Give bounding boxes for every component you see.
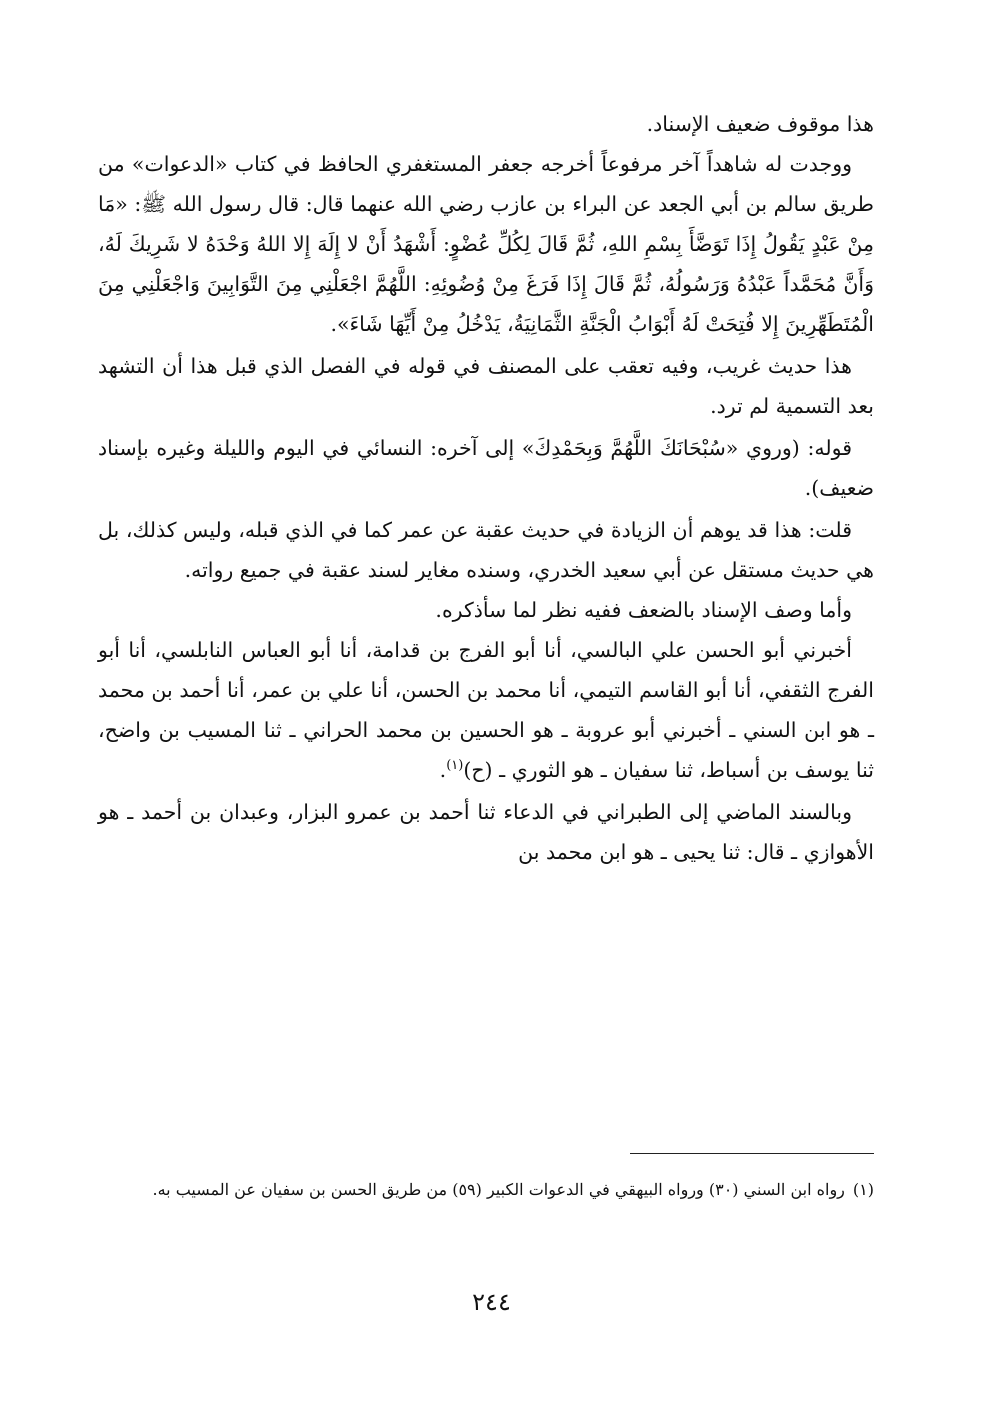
footnote-divider [630,1153,874,1154]
paragraph-5: قلت: هذا قد يوهم أن الزيادة في حديث عقبة عن عمر كما في الذي قبله، وليس كذلك، بل هي حديث مستقل عن أبي سعيد الخدري، وسنده مغاير لسند عقبة في جميع رواته. [98,518,874,582]
paragraph-7-end: . [439,758,447,782]
footnotes [98,1176,874,1204]
paragraph-8: وبالسند الماضي إلى الطبراني في الدعاء ثنا أحمد بن عمرو البزار، وعبدان بن أحمد ـ هو الأهوازي ـ قال: ثنا يحيى ـ هو ابن محمد بن [98,800,874,864]
paragraph-3: هذا حديث غريب، وفيه تعقب على المصنف في قوله في الفصل الذي قبل هذا أن التشهد بعد التسمية لم ترد. [98,354,874,418]
footnote-number: (١) [852,1180,874,1199]
paragraph-4: قوله: (وروي «سُبْحَانَكَ اللَّهُمَّ وَبِحَمْدِكَ» إلى آخره: النسائي في اليوم والليلة وغيره بإسناد ضعيف). [98,436,874,500]
paragraph-1: هذا موقوف ضعيف الإسناد. [646,112,874,136]
main-text [98,104,874,872]
paragraph-7 [98,630,874,790]
page-number: ٢٤٤ [472,1288,511,1316]
footnote-reference[interactable]: (١) [446,758,464,774]
footnote-text: رواه ابن السني (٣٠) ورواه البيهقي في الدعوات الكبير (٥٩) من طريق الحسن بن سفيان عن المسيب به. [152,1180,845,1199]
paragraph-2: ووجدت له شاهداً آخر مرفوعاً أخرجه جعفر المستغفري الحافظ في كتاب «الدعوات» من طريق سالم بن أبي الجعد عن البراء بن عازب رضي الله عنهما قال: قال رسول الله ﷺ: «مَا مِنْ عَبْدٍ يَقُولُ إِذَا تَوَضَّأَ بِسْمِ اللهِ، ثُمَّ قَالَ لِكُلِّ عُضْوٍ: أَشْهَدُ أَنْ لا إِلَهَ إِلا اللهُ وَحْدَهُ لا شَرِيكَ لَهُ، وَأَنَّ مُحَمَّداً عَبْدُهُ وَرَسُولُهُ، ثُمَّ قَالَ إِذَا فَرَغَ مِنْ وُضُوئِهِ: اللَّهُمَّ اجْعَلْنِي مِنَ التَّوَابِينَ وَاجْعَلْنِي مِنَ الْمُتَطَهِّرِينَ إِلا فُتِحَتْ لَهُ أَبْوَابُ الْجَنَّةِ الثَّمَانِيَةُ، يَدْخُلُ مِنْ أَيِّهَا شَاءَ». [98,152,874,336]
paragraph-6: وأما وصف الإسناد بالضعف ففيه نظر لما سأذكره. [435,598,852,622]
paragraph-7-text: أخبرني أبو الحسن علي البالسي، أنا أبو الفرج بن قدامة، أنا أبو العباس النابلسي، أنا أبو الفرج الثقفي، أنا أبو القاسم التيمي، أنا محمد بن الحسن، أنا علي بن عمر، أنا أحمد بن محمد ـ هو ابن السني ـ أخبرني أبو عروبة ـ هو الحسين بن محمد الحراني ـ ثنا المسيب بن واضح، ثنا يوسف بن أسباط، ثنا سفيان ـ هو الثوري ـ (ح) [98,638,874,782]
